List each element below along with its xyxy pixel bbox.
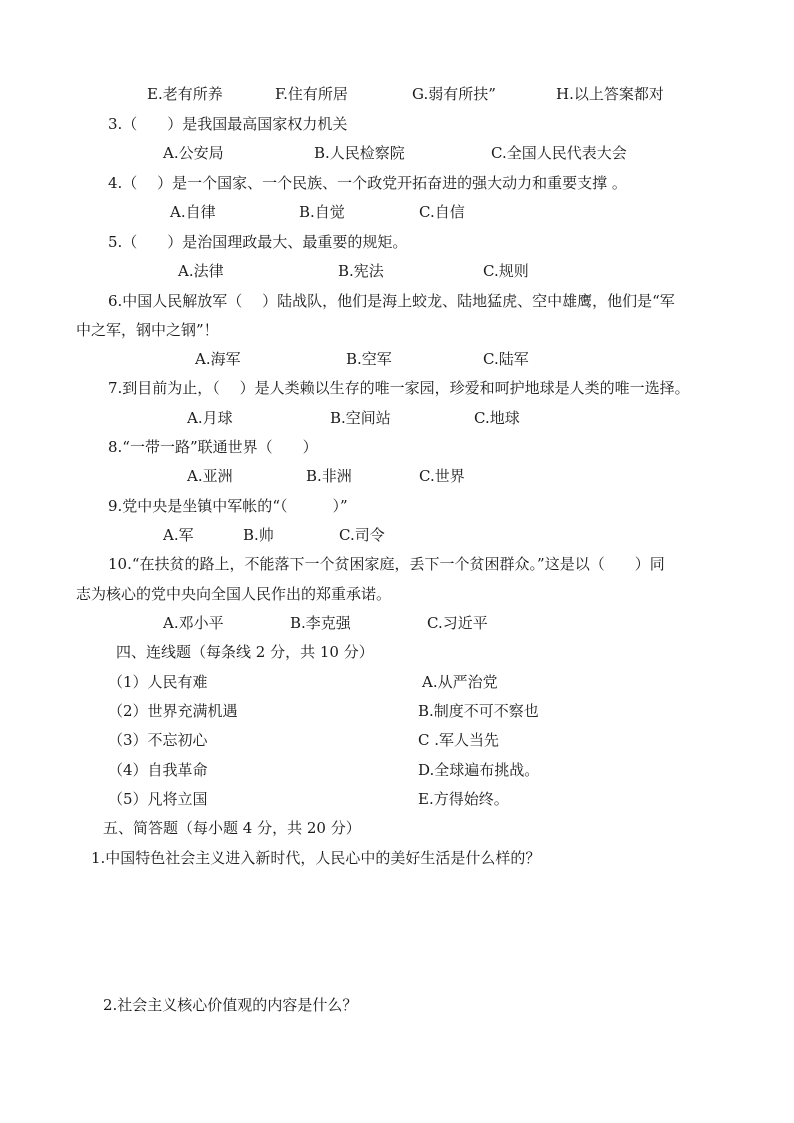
match-left-5: （5）凡将立国 [108,790,208,808]
option-a: A.法律 [178,262,224,280]
option-a: A.海军 [195,350,241,368]
option-b: B.李克强 [290,614,351,632]
question-stem: 7.到目前为止，（ ）是人类赖以生存的唯一家园，珍爱和呵护地球是人类的唯一选择。 [108,379,690,397]
option-c: C.世界 [419,467,465,485]
question-stem: 3.（ ）是我国最高国家权力机关 [108,115,348,133]
option-b: B.帅 [243,526,274,544]
match-right-b: B.制度不可不察也 [418,702,539,720]
option-g: G.弱有所扶” [412,85,496,103]
option-a: A.月球 [187,409,233,427]
option-c: C.司令 [339,526,385,544]
match-right-c: C .军人当先 [418,731,500,749]
option-a: A.亚洲 [187,467,233,485]
section-title-matching: 四、连线题（每条线 2 分，共 10 分） [116,643,374,661]
match-left-1: （1）人民有难 [108,673,208,691]
option-a: A.邓小平 [163,614,224,632]
option-h: H.以上答案都对 [556,85,664,103]
question-stem-continued: 中之军，钢中之钢”！ [76,321,219,339]
option-c: C.习近平 [427,614,488,632]
question-stem: 5.（ ）是治国理政最大、最重要的规矩。 [108,233,408,251]
option-b: B.人民检察院 [314,144,405,162]
option-b: B.空军 [346,350,392,368]
short-answer-question-1: 1.中国特色社会主义进入新时代，人民心中的美好生活是什么样的？ [91,849,541,867]
option-b: B.自觉 [299,203,345,221]
option-a: A.军 [163,526,194,544]
section-title-short-answer: 五、简答题（每小题 4 分，共 20 分） [103,819,361,837]
option-b: B.非洲 [306,467,352,485]
match-left-3: （3）不忘初心 [108,731,208,749]
match-right-e: E.方得始终。 [418,790,509,808]
question-stem: 10.“在扶贫的路上，不能落下一个贫困家庭，丢下一个贫困群众。”这是以（ ）同 [108,555,665,573]
option-e: E.老有所养 [147,85,223,103]
question-stem-continued: 志为核心的党中央向全国人民作出的郑重承诺。 [76,585,392,603]
option-c: C.自信 [419,203,465,221]
option-b: B.宪法 [338,262,384,280]
option-a: A.自律 [170,203,216,221]
match-left-2: （2）世界充满机遇 [108,702,238,720]
option-c: C.地球 [474,409,520,427]
question-stem: 9.党中央是坐镇中军帐的“（ ）” [108,497,348,515]
option-b: B.空间站 [330,409,391,427]
option-f: F.住有所居 [275,85,348,103]
question-stem: 4.（ ）是一个国家、一个民族、一个政党开拓奋进的强大动力和重要支撑 。 [108,174,627,192]
question-stem: 6.中国人民解放军（ ）陆战队，他们是海上蛟龙、陆地猛虎、空中雄鹰，他们是“军 [108,292,675,310]
match-left-4: （4）自我革命 [108,761,208,779]
option-c: C.全国人民代表大会 [491,144,627,162]
match-right-a: A.从严治党 [422,673,498,691]
match-right-d: D.全球遍布挑战。 [418,761,540,779]
short-answer-question-2: 2.社会主义核心价值观的内容是什么？ [103,996,358,1014]
question-stem: 8.“一带一路”联通世界（ ） [108,438,318,456]
option-c: C.规则 [483,262,529,280]
option-a: A.公安局 [163,144,224,162]
option-c: C.陆军 [483,350,529,368]
